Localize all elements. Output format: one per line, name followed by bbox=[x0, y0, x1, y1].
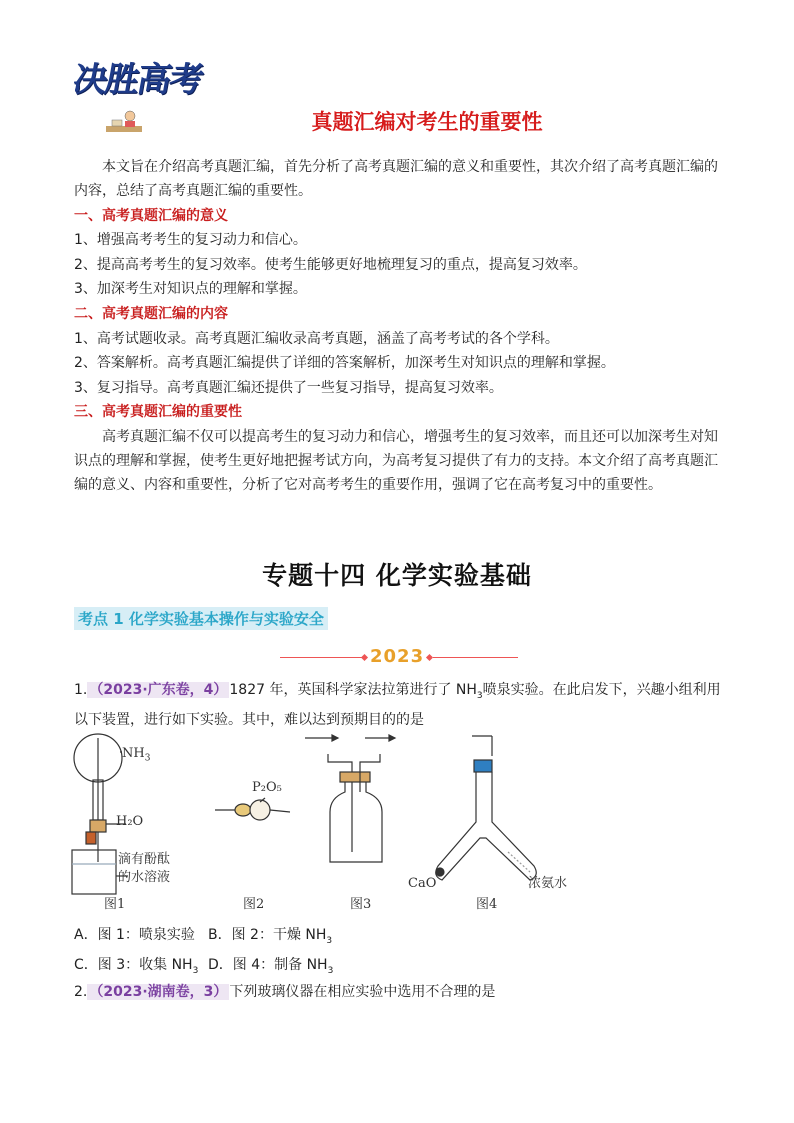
year-label: 2023 bbox=[370, 646, 425, 667]
question-text-b: 喷泉实验。在此启发下，兴趣小组利用以下装置，进行如下实验。其中，难以达到预期目的的是 bbox=[74, 682, 721, 728]
page-title: 真题汇编对考生的重要性 bbox=[311, 110, 543, 134]
divider-right bbox=[433, 657, 518, 658]
fig2-drying-tube bbox=[215, 798, 290, 820]
divider-left bbox=[280, 657, 365, 658]
question-number: 1. bbox=[74, 682, 88, 698]
section-heading-1: 一、高考真题汇编的意义 bbox=[74, 208, 228, 224]
divider-dot-icon bbox=[361, 654, 368, 661]
fig3-gas-bottle bbox=[305, 735, 395, 862]
list-item: 2、答案解析。高考真题汇编提供了详细的答案解析，加深考生对知识点的理解和掌握。 bbox=[74, 355, 615, 371]
fig4-cao-label: CaO bbox=[408, 876, 437, 891]
figure-label: 图1 bbox=[104, 897, 126, 912]
divider-dot-icon bbox=[426, 654, 433, 661]
list-item: 1、高考试题收录。高考真题汇编收录高考真题，涵盖了高考考试的各个学科。 bbox=[74, 331, 559, 347]
question-source-tag: （2023·湖南卷，3） bbox=[89, 984, 228, 1000]
figure-label: 图3 bbox=[350, 897, 372, 912]
fig1-h2o-label: H₂O bbox=[116, 814, 144, 829]
fig1-nh3-label: $NH_3$ bbox=[122, 746, 151, 764]
figure-label: 图2 bbox=[243, 897, 265, 912]
question-source-tag: （2023·广东卷，4） bbox=[89, 682, 228, 698]
kaodian-heading: 考点 1 化学实验基本操作与实验安全 bbox=[74, 607, 328, 630]
fig1-solution-label-2: 的水溶液 bbox=[118, 870, 171, 885]
section-heading-3: 三、高考真题汇编的重要性 bbox=[74, 404, 242, 420]
question-number: 2. bbox=[74, 984, 88, 1000]
figure-label: 图4 bbox=[476, 897, 498, 912]
conclusion-paragraph: 高考真题汇编不仅可以提高考生的复习动力和信心，增强考生的复习效率，而且还可以加深考生对知识点的理解和掌握，使考生更好地把握考试方向，为高考复习提供了有力的支持。本文介绍了高考真题汇编的意义、内容和重要性，分析了它对高考考生的重要作用，强调了它在高考复习中的重要性。 bbox=[74, 429, 718, 493]
question-1: 1. （2023·广东卷，4） 1827 年，英国科学家法拉第进行了 $NH_3$喷泉实验。在此启发下，兴趣小组利用以下装置，进行如下实验。其中，难以达到预期目的的是 bbox=[74, 682, 721, 728]
list-item: 1、增强高考考生的复习动力和信心。 bbox=[74, 232, 307, 248]
list-item: 3、加深考生对知识点的理解和掌握。 bbox=[74, 281, 307, 297]
option-d[interactable]: D．图 4：制备 $NH_3$ bbox=[208, 957, 334, 976]
fig2-p2o5-label: P₂O₅ bbox=[252, 780, 282, 795]
intro-paragraph: 本文旨在介绍高考真题汇编，首先分析了高考真题汇编的意义和重要性，其次介绍了高考真题汇编的内容，总结了高考真题汇编的重要性。 bbox=[74, 159, 718, 199]
list-item: 3、复习指导。高考真题汇编还提供了一些复习指导，提高复习效率。 bbox=[74, 380, 503, 396]
option-c[interactable]: C．图 3：收集 $NH_3$ bbox=[74, 957, 199, 976]
option-a[interactable]: A．图 1：喷泉实验 bbox=[74, 927, 195, 943]
question-text-a: 1827 年，英国科学家法拉第进行了 NH bbox=[229, 682, 477, 698]
topic-title: 专题十四 化学实验基础 bbox=[262, 561, 532, 590]
fig4-ammonia-label: 浓氨水 bbox=[528, 876, 568, 891]
question-2 bbox=[74, 980, 724, 1004]
logo-text: 决胜高考 bbox=[69, 60, 205, 100]
section-heading-2: 二、高考真题汇编的内容 bbox=[74, 306, 228, 322]
fig1-solution-label-1: 滴有酚酞 bbox=[118, 852, 171, 867]
question-text: 下列玻璃仪器在相应实验中选用不合理的是 bbox=[229, 984, 496, 1000]
option-b[interactable]: B．图 2：干燥 $NH_3$ bbox=[208, 927, 333, 946]
fig4-y-tube bbox=[436, 736, 537, 880]
list-item: 2、提高高考考生的复习效率。使考生能够更好地梳理复习的重点，提高复习效率。 bbox=[74, 257, 587, 273]
